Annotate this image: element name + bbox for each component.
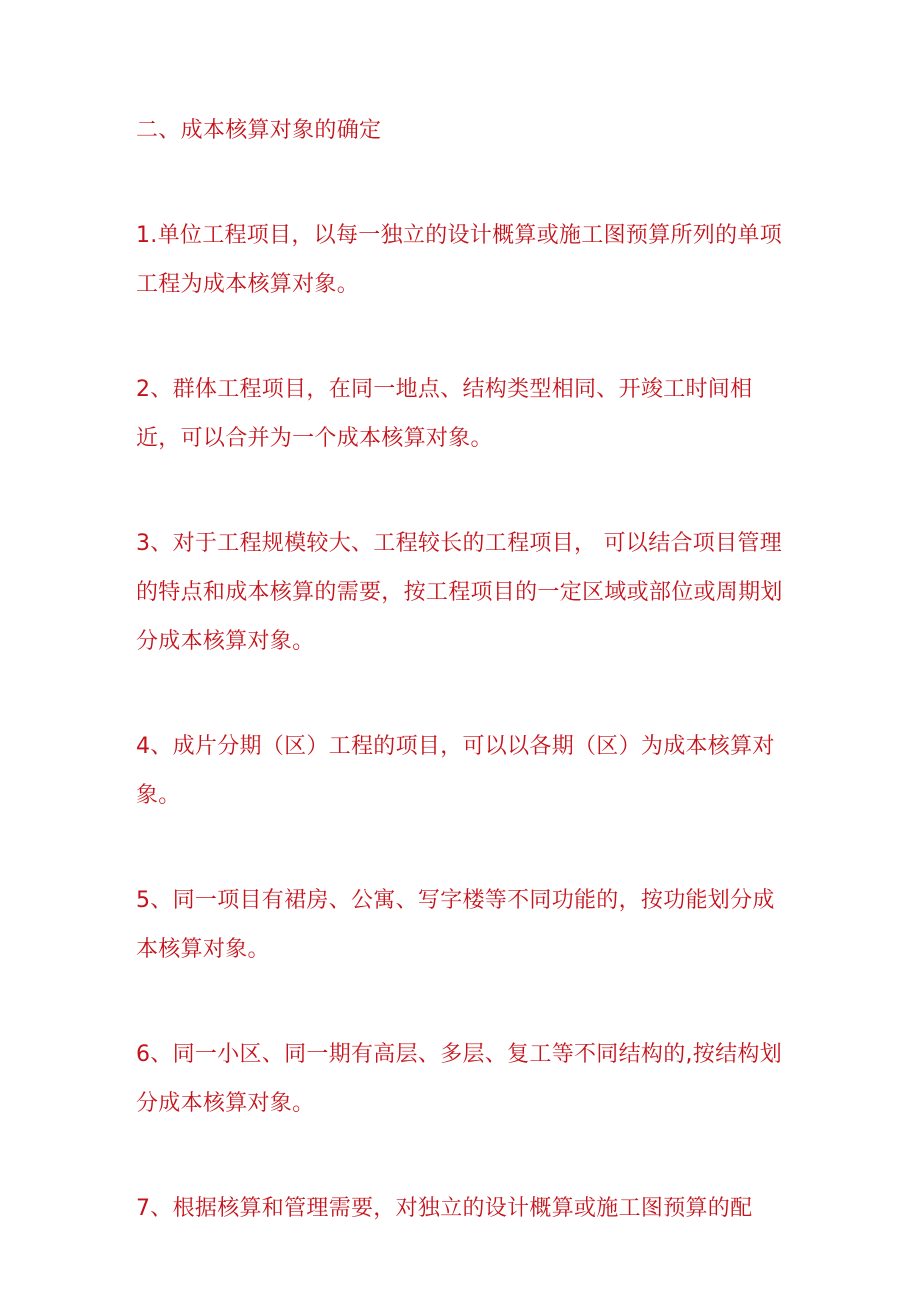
paragraph-1: 1.单位工程项目，以每一独立的设计概算或施工图预算所列的单项工程为成本核算对象。 — [136, 223, 782, 297]
paragraph-4: 4、成片分期（区）工程的项目，可以以各期（区）为成本核算对象。 — [136, 734, 775, 808]
paragraph-6: 6、同一小区、同一期有高层、多层、复工等不同结构的,按结构划分成本核算对象。 — [136, 1042, 782, 1116]
paragraph-5: 5、同一项目有裙房、公寓、写字楼等不同功能的，按功能划分成本核算对象。 — [136, 888, 775, 962]
section-heading: 二、成本核算对象的确定 — [136, 118, 382, 143]
paragraph-7: 7、根据核算和管理需要，对独立的设计概算或施工图预算的配 — [136, 1196, 753, 1221]
document-body — [136, 106, 786, 1289]
paragraph-2: 2、群体工程项目，在同一地点、结构类型相同、开竣工时间相近，可以合并为一个成本核算对象。 — [136, 377, 753, 451]
paragraph-3: 3、对于工程规模较大、工程较长的工程项目， 可以结合项目管理的特点和成本核算的需要，按工程项目的一定区域或部位或周期划分成本核算对象。 — [136, 531, 783, 654]
